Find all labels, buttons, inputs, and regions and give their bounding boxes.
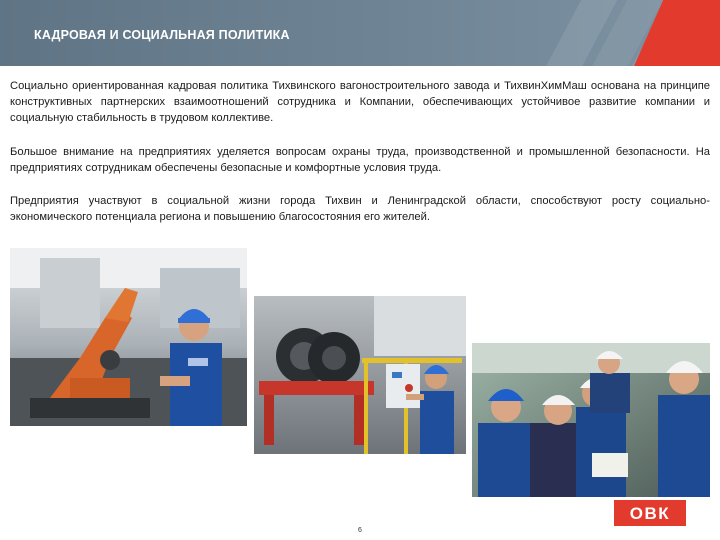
ovk-logo <box>614 500 686 526</box>
body-text <box>10 78 710 242</box>
robot-welding-worker-photo <box>10 248 247 426</box>
logo-text: ОВК <box>629 504 671 523</box>
paragraph-social: Предприятия участвуют в социальной жизни города Тихвин и Ленинградской области, способствуют росту социально-экономического потенциала региона и повышению благосостояния его жителей. <box>10 195 710 224</box>
workers-in-hardhats-photo <box>472 343 710 497</box>
equipment-control-panel-photo <box>254 296 466 454</box>
header-band <box>0 0 720 66</box>
paragraph-safety: Большое внимание на предприятиях уделяется вопросам охраны труда, производственной и промышленной безопасности. На предприятиях сотрудникам обеспечены безопасные и комфортные условия труда. <box>10 145 710 174</box>
slide-title: КАДРОВАЯ И СОЦИАЛЬНАЯ ПОЛИТИКА <box>34 28 290 42</box>
page-number: 6 <box>358 527 362 534</box>
paragraph-hr-policy: Социально ориентированная кадровая политика Тихвинского вагоностроительного завода и ТихвинХимМаш основана на принципе конструктивных партнерских взаимоотношений сотрудника и Компании, обеспечивающих устойчивое развитие компании и социальную стабильность в трудовом коллективе. <box>10 80 710 125</box>
